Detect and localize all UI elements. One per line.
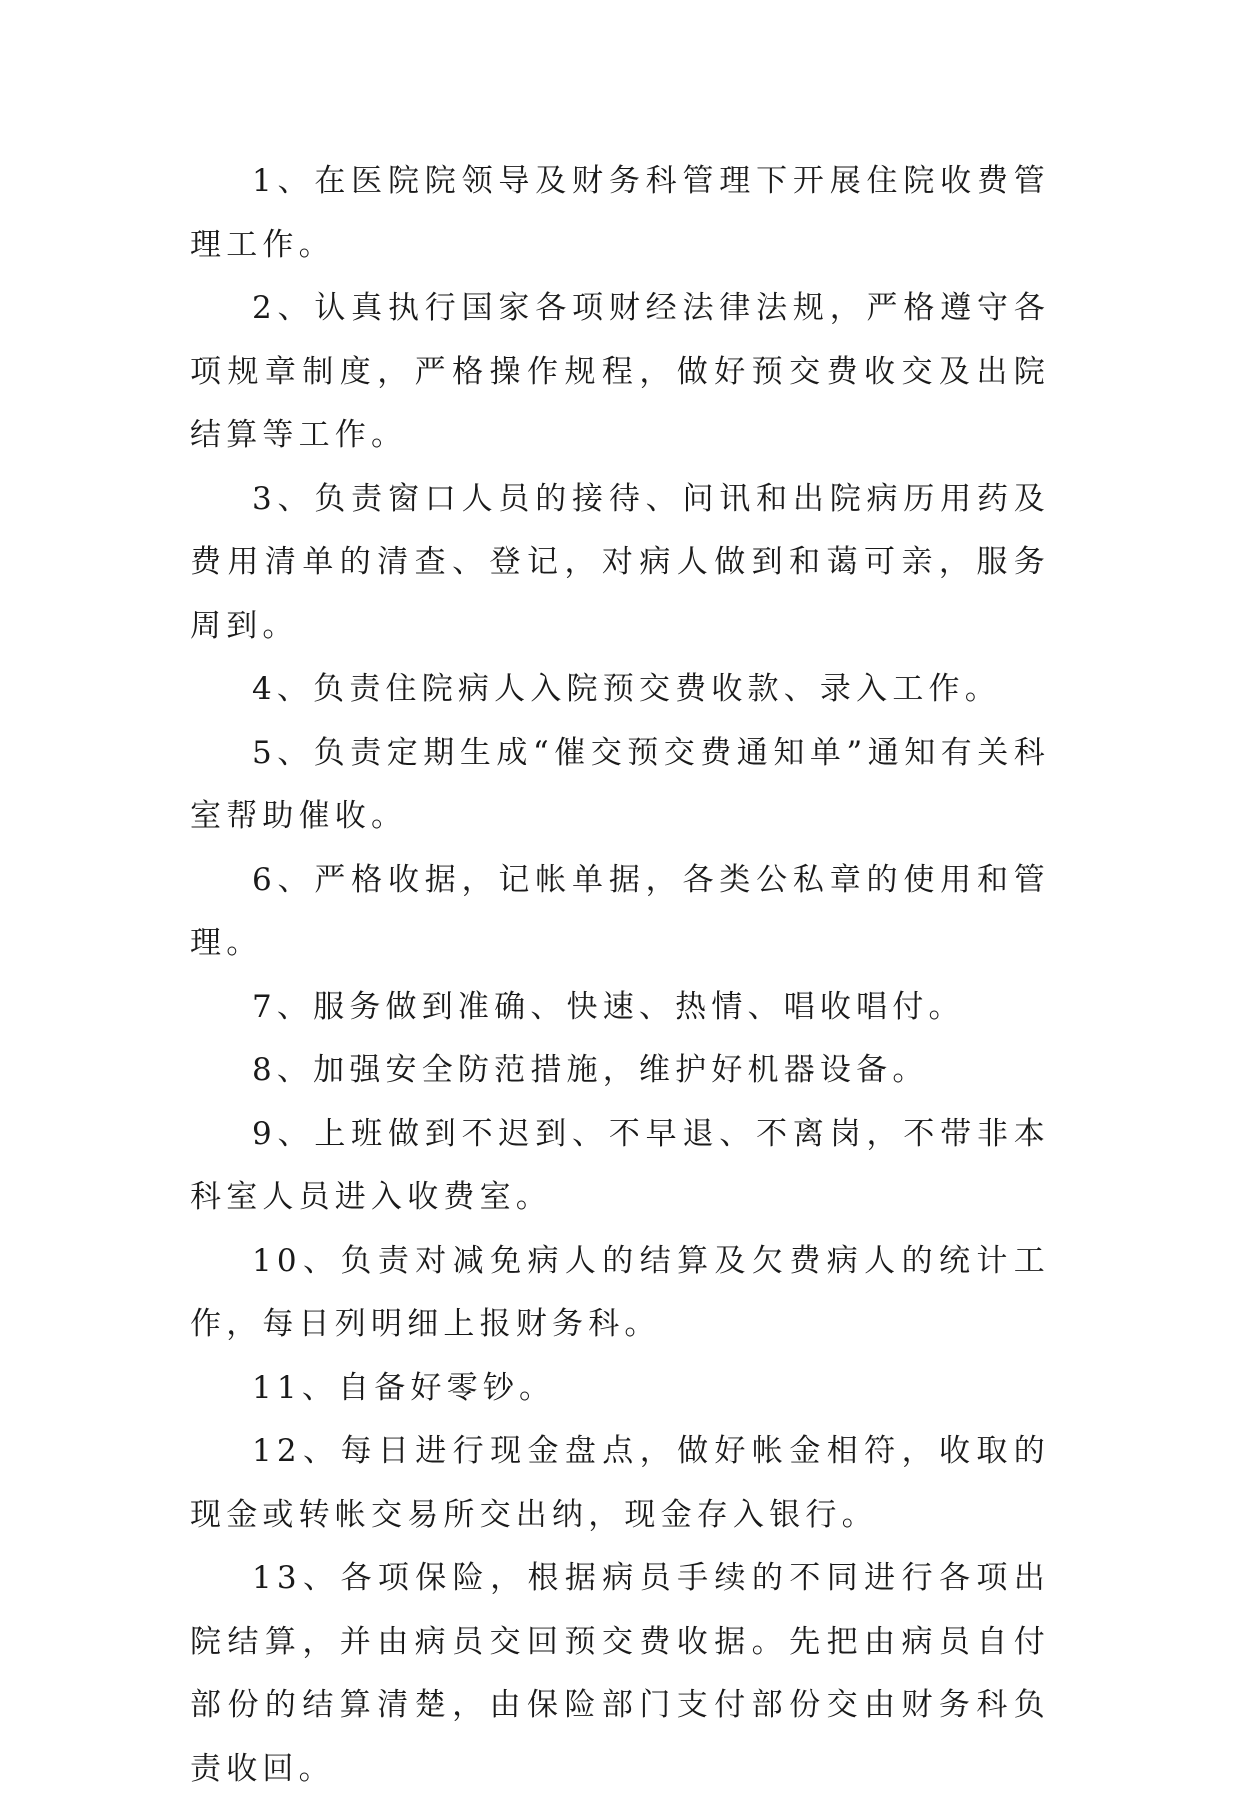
- paragraph-12: 12、每日进行现金盘点，做好帐金相符，收取的现金或转帐交易所交出纳，现金存入银行。: [190, 1433, 1050, 1533]
- paragraph-7: 7、服务做到准确、快速、热情、唱收唱付。: [252, 988, 965, 1025]
- paragraph-9: 9、上班做到不迟到、不早退、不离岗，不带非本科室人员进入收费室。: [190, 1115, 1050, 1215]
- document-body: [190, 150, 1050, 1801]
- paragraph-2: 2、认真执行国家各项财经法律法规，严格遵守各项规章制度，严格操作规程，做好预交费收交及出院结算等工作。: [190, 290, 1050, 453]
- paragraph-5: 5、负责定期生成“催交预交费通知单”通知有关科室帮助催收。: [190, 734, 1050, 834]
- paragraph-6: 6、严格收据，记帐单据，各类公私章的使用和管理。: [190, 861, 1050, 961]
- paragraph-4: 4、负责住院病人入院预交费收款、录入工作。: [252, 671, 1001, 707]
- paragraph-10: 10、负责对减免病人的结算及欠费病人的统计工作，每日列明细上报财务科。: [190, 1242, 1050, 1342]
- paragraph-8: 8、加强安全防范措施，维护好机器设备。: [252, 1052, 929, 1088]
- paragraph-1: 1、在医院院领导及财务科管理下开展住院收费管理工作。: [190, 163, 1050, 263]
- paragraph-13: 13、各项保险，根据病员手续的不同进行各项出院结算，并由病员交回预交费收据。先把由病员自付部份的结算清楚，由保险部门支付部份交由财务科负责收回。: [190, 1560, 1050, 1787]
- paragraph-11: 11、自备好零钞。: [252, 1369, 556, 1406]
- paragraph-3: 3、负责窗口人员的接待、问讯和出院病历用药及费用清单的清查、登记，对病人做到和蔼可亲，服务周到。: [190, 480, 1050, 644]
